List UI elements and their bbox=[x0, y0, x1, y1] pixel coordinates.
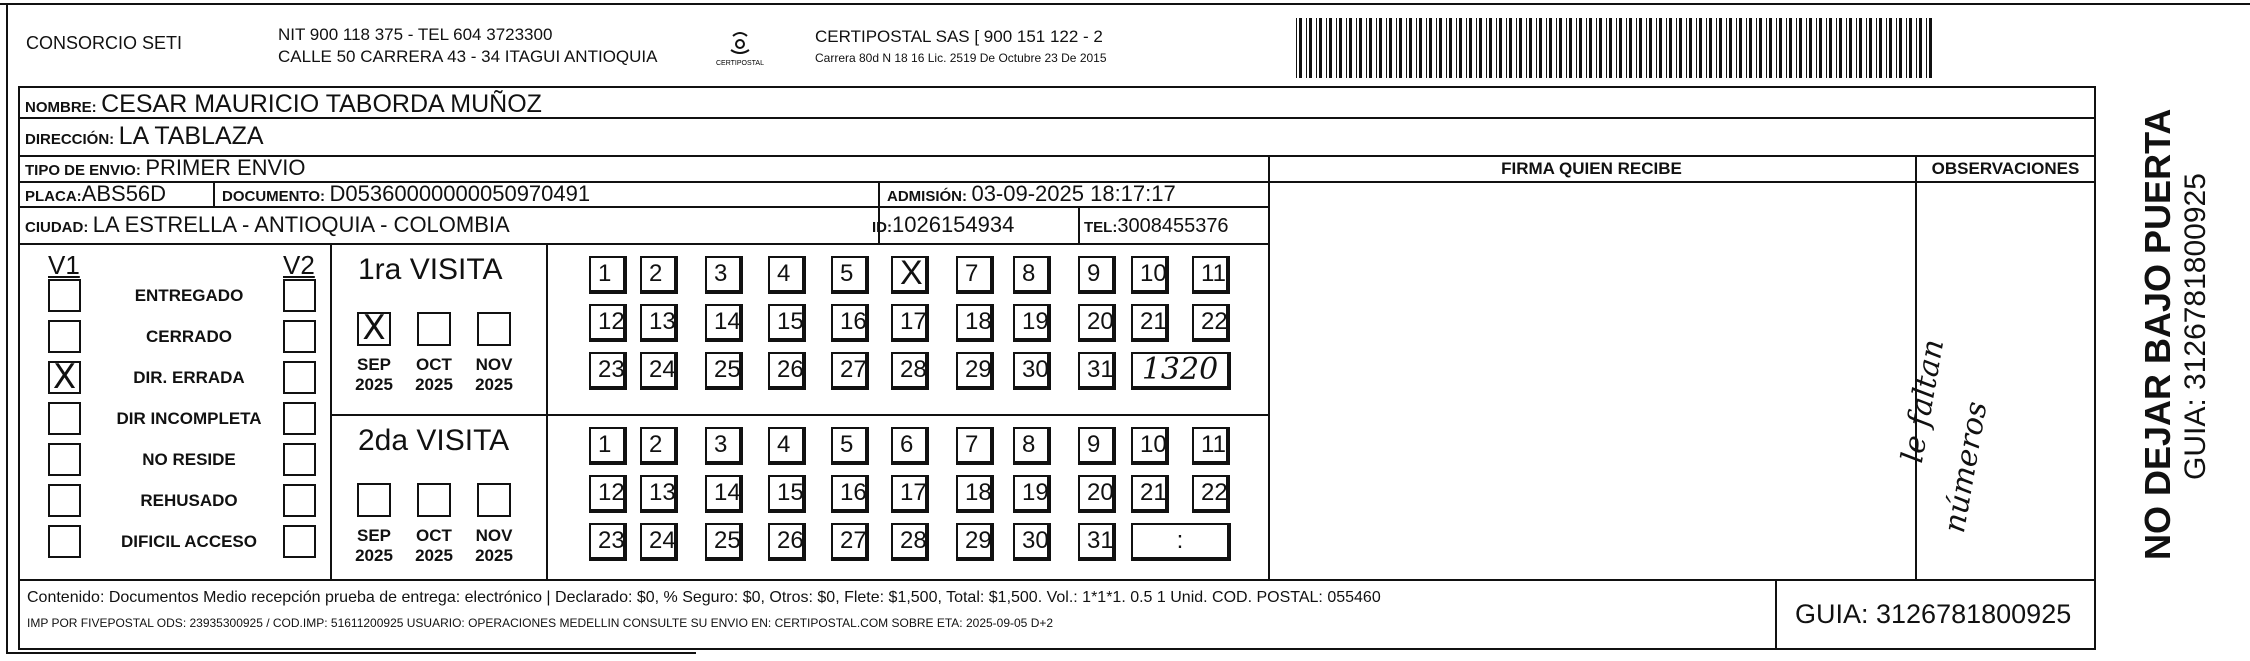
day-box[interactable]: 27 bbox=[831, 352, 869, 390]
day-box[interactable]: 2 bbox=[640, 256, 678, 294]
month-year: 2025 bbox=[415, 375, 453, 394]
month-checkbox[interactable] bbox=[417, 312, 451, 346]
barcode-bar bbox=[1809, 18, 1812, 78]
day-box[interactable]: 5 bbox=[831, 427, 869, 465]
tel-label: TEL: bbox=[1084, 219, 1118, 236]
day-box[interactable]: 17 bbox=[891, 475, 929, 513]
barcode-bar bbox=[1386, 18, 1387, 78]
barcode-bar bbox=[1786, 18, 1787, 78]
barcode-bar bbox=[1429, 18, 1432, 78]
visit-title: 2da VISITA bbox=[358, 424, 510, 457]
id-row bbox=[872, 214, 1014, 236]
side-warning: NO DEJAR BAJO PUERTA bbox=[2137, 108, 2178, 560]
month-label: OCT bbox=[416, 526, 452, 545]
row-line-2 bbox=[18, 155, 2096, 157]
v2-checkbox[interactable] bbox=[283, 484, 316, 517]
day-box[interactable]: 6 bbox=[891, 427, 929, 465]
barcode-bar bbox=[1296, 18, 1297, 78]
day-box[interactable]: 13 bbox=[640, 475, 678, 513]
direccion-row bbox=[25, 124, 264, 149]
v1-checkbox[interactable] bbox=[48, 525, 81, 558]
barcode-bar bbox=[1709, 18, 1712, 78]
placa-value: ABS56D bbox=[81, 181, 167, 206]
status-option: ENTREGADO bbox=[134, 286, 244, 305]
months-divider bbox=[546, 243, 548, 579]
barcode-bar bbox=[1889, 18, 1892, 78]
barcode-bar bbox=[1556, 18, 1557, 78]
day-box[interactable]: 24 bbox=[640, 352, 678, 390]
barcode-bar bbox=[1659, 18, 1662, 78]
barcode-bar bbox=[1876, 18, 1877, 78]
day-box[interactable]: 29 bbox=[956, 523, 994, 561]
barcode-bar bbox=[1929, 18, 1932, 78]
day-box[interactable]: 22 bbox=[1192, 475, 1230, 513]
barcode-bar bbox=[1549, 18, 1552, 78]
barcode-bar bbox=[1606, 18, 1607, 78]
footer-guia: GUIA: 3126781800925 bbox=[1795, 599, 2072, 629]
day-box[interactable]: 19 bbox=[1013, 475, 1051, 513]
observaciones-handwriting bbox=[1895, 330, 2088, 570]
barcode-bar bbox=[1716, 18, 1717, 78]
sender-name: CONSORCIO SETI bbox=[26, 33, 183, 53]
barcode-bar bbox=[1459, 18, 1462, 78]
barcode-bar bbox=[1636, 18, 1637, 78]
day-box[interactable]: X bbox=[891, 256, 929, 294]
barcode-bar bbox=[1629, 18, 1632, 78]
placa-label: PLACA: bbox=[25, 188, 82, 205]
barcode-bar bbox=[1436, 18, 1437, 78]
footer-line bbox=[18, 579, 2096, 581]
month-year: 2025 bbox=[475, 375, 513, 394]
documento-label: DOCUMENTO: bbox=[222, 188, 326, 205]
barcode-bar bbox=[1626, 18, 1627, 78]
barcode-bar bbox=[1696, 18, 1697, 78]
day-box[interactable]: 31 bbox=[1078, 352, 1116, 390]
left-edge-line bbox=[6, 3, 8, 653]
barcode-bar bbox=[1299, 18, 1302, 78]
barcode-bar bbox=[1479, 18, 1482, 78]
barcode-bar bbox=[1486, 18, 1487, 78]
barcode-bar bbox=[1719, 18, 1722, 78]
barcode-bar bbox=[1799, 18, 1802, 78]
day-box[interactable]: 15 bbox=[768, 475, 806, 513]
day-box[interactable]: 9 bbox=[1078, 427, 1116, 465]
status-option: DIR INCOMPLETA bbox=[116, 409, 262, 428]
day-box[interactable]: 11 bbox=[1192, 256, 1230, 294]
barcode-bar bbox=[1616, 18, 1617, 78]
day-box[interactable]: 26 bbox=[768, 523, 806, 561]
barcode-bar bbox=[1859, 18, 1862, 78]
tel-divider bbox=[1078, 206, 1080, 243]
barcode-bar bbox=[1329, 18, 1332, 78]
day-box[interactable]: 10 bbox=[1131, 256, 1169, 294]
barcode-bar bbox=[1749, 18, 1752, 78]
v2-checkbox[interactable] bbox=[283, 443, 316, 476]
barcode-bar bbox=[1306, 18, 1307, 78]
day-box[interactable]: 17 bbox=[891, 304, 929, 342]
barcode-bar bbox=[1649, 18, 1652, 78]
time-box[interactable]: : bbox=[1131, 523, 1231, 561]
month-label: NOV bbox=[475, 526, 513, 545]
status-option: DIFICIL ACCESO bbox=[120, 532, 257, 551]
barcode-bar bbox=[1419, 18, 1422, 78]
barcode-bar bbox=[1506, 18, 1507, 78]
status-option: DIR. ERRADA bbox=[133, 368, 245, 387]
barcode-bar bbox=[1666, 18, 1667, 78]
barcode-bar bbox=[1319, 18, 1322, 78]
day-box[interactable]: 25 bbox=[705, 352, 743, 390]
barcode-bar bbox=[1676, 18, 1677, 78]
sender-address: CALLE 50 CARRERA 43 - 34 ITAGUI ANTIOQUIA bbox=[278, 47, 658, 66]
barcode-bar bbox=[1466, 18, 1467, 78]
day-box[interactable]: 26 bbox=[768, 352, 806, 390]
day-box[interactable]: 8 bbox=[1013, 256, 1051, 294]
barcode-bar bbox=[1379, 18, 1382, 78]
barcode-bar bbox=[1729, 18, 1732, 78]
barcode-bar bbox=[1566, 18, 1567, 78]
row-line-4 bbox=[18, 206, 1268, 208]
v2-checkbox[interactable] bbox=[283, 402, 316, 435]
day-box[interactable]: 30 bbox=[1013, 523, 1051, 561]
day-box[interactable]: 4 bbox=[768, 256, 806, 294]
day-box[interactable]: 12 bbox=[589, 304, 627, 342]
barcode-bar bbox=[1706, 18, 1707, 78]
admision-value: 03-09-2025 18:17:17 bbox=[971, 181, 1176, 206]
day-box[interactable]: 30 bbox=[1013, 352, 1051, 390]
month-year: 2025 bbox=[355, 375, 393, 394]
barcode-bar bbox=[1756, 18, 1757, 78]
month-checkbox[interactable] bbox=[357, 483, 391, 517]
nombre-row bbox=[25, 92, 542, 117]
barcode-bar bbox=[1739, 18, 1742, 78]
barcode-bar bbox=[1639, 18, 1642, 78]
barcode-bar bbox=[1789, 18, 1792, 78]
barcode-bar bbox=[1759, 18, 1762, 78]
barcode-bar bbox=[1866, 18, 1867, 78]
day-box[interactable]: 3 bbox=[705, 427, 743, 465]
barcode-bar bbox=[1446, 18, 1447, 78]
barcode-bar bbox=[1609, 18, 1612, 78]
status-option: REHUSADO bbox=[140, 491, 238, 510]
barcode-bar bbox=[1899, 18, 1902, 78]
barcode-bar bbox=[1519, 18, 1522, 78]
day-box[interactable]: 13 bbox=[640, 304, 678, 342]
barcode-bar bbox=[1456, 18, 1457, 78]
day-box[interactable]: 28 bbox=[891, 352, 929, 390]
obs-line-2: números bbox=[1937, 398, 1995, 536]
barcode-bar bbox=[1836, 18, 1837, 78]
admision-row bbox=[887, 183, 1176, 205]
month-checkbox[interactable] bbox=[477, 312, 511, 346]
barcode-bar bbox=[1646, 18, 1647, 78]
barcode-bar bbox=[1516, 18, 1517, 78]
barcode-bar bbox=[1416, 18, 1417, 78]
direccion-label: DIRECCIÓN: bbox=[25, 131, 115, 148]
day-box[interactable]: 14 bbox=[705, 304, 743, 342]
barcode-bar bbox=[1546, 18, 1547, 78]
barcode-bar bbox=[1849, 18, 1852, 78]
barcode-bar bbox=[1586, 18, 1587, 78]
firma-left-line bbox=[1268, 155, 1270, 579]
barcode-bar bbox=[1839, 18, 1842, 78]
barcode-bar bbox=[1906, 18, 1907, 78]
side-guia: GUIA: 3126781800925 bbox=[2179, 173, 2212, 480]
barcode-bar bbox=[1409, 18, 1412, 78]
day-box[interactable]: 7 bbox=[956, 427, 994, 465]
day-box[interactable]: 14 bbox=[705, 475, 743, 513]
barcode-bar bbox=[1726, 18, 1727, 78]
barcode-bar bbox=[1779, 18, 1782, 78]
day-box[interactable]: 8 bbox=[1013, 427, 1051, 465]
barcode-bar bbox=[1736, 18, 1737, 78]
barcode-bar bbox=[1796, 18, 1797, 78]
certipostal-logo bbox=[705, 30, 775, 70]
obs-line-1: le faltan bbox=[1895, 336, 1952, 466]
day-box[interactable]: 12 bbox=[589, 475, 627, 513]
day-box[interactable]: 3 bbox=[705, 256, 743, 294]
barcode-bar bbox=[1316, 18, 1317, 78]
ciudad-value: LA ESTRELLA - ANTIOQUIA - COLOMBIA bbox=[92, 212, 510, 237]
barcode-bar bbox=[1349, 18, 1352, 78]
month-label: OCT bbox=[416, 355, 452, 374]
status-option: CERRADO bbox=[146, 327, 232, 346]
month-year: 2025 bbox=[415, 546, 453, 565]
bottom-edge-line bbox=[6, 652, 696, 654]
day-box[interactable]: 19 bbox=[1013, 304, 1051, 342]
carrier-sub: Carrera 80d N 18 16 Lic. 2519 De Octubre 23 De 2015 bbox=[815, 51, 1107, 65]
logo-text: CERTIPOSTAL bbox=[716, 60, 764, 67]
footer-divider bbox=[1775, 579, 1777, 650]
day-box[interactable]: 29 bbox=[956, 352, 994, 390]
barcode bbox=[1296, 18, 1936, 78]
barcode-bar bbox=[1496, 18, 1497, 78]
observaciones-header: OBSERVACIONES bbox=[1931, 159, 2080, 178]
row-line-5 bbox=[18, 243, 1268, 245]
day-box[interactable]: 1 bbox=[589, 427, 627, 465]
documento-value: D05360000000050970491 bbox=[329, 181, 591, 206]
day-box[interactable]: 28 bbox=[891, 523, 929, 561]
barcode-bar bbox=[1856, 18, 1857, 78]
barcode-bar bbox=[1669, 18, 1672, 78]
day-box[interactable]: 20 bbox=[1078, 475, 1116, 513]
admision-label: ADMISIÓN: bbox=[887, 188, 967, 205]
placa-row bbox=[25, 183, 166, 205]
barcode-bar bbox=[1376, 18, 1377, 78]
v1-label: V1 bbox=[48, 250, 80, 280]
day-box[interactable]: 5 bbox=[831, 256, 869, 294]
barcode-bar bbox=[1699, 18, 1702, 78]
direccion-value: LA TABLAZA bbox=[118, 122, 264, 150]
documento-row bbox=[222, 183, 590, 205]
barcode-bar bbox=[1869, 18, 1872, 78]
id-value: 1026154934 bbox=[892, 212, 1015, 237]
barcode-bar bbox=[1919, 18, 1922, 78]
top-edge-line bbox=[0, 3, 2250, 5]
carrier-line: CERTIPOSTAL SAS [ 900 151 122 - 2 bbox=[815, 27, 1103, 46]
tel-row bbox=[1084, 216, 1229, 236]
visit-divider bbox=[330, 414, 1268, 416]
day-box[interactable]: 16 bbox=[831, 304, 869, 342]
day-box[interactable]: 18 bbox=[956, 475, 994, 513]
day-box[interactable]: 7 bbox=[956, 256, 994, 294]
barcode-bar bbox=[1686, 18, 1687, 78]
barcode-bar bbox=[1689, 18, 1692, 78]
barcode-bar bbox=[1426, 18, 1427, 78]
day-box[interactable]: 9 bbox=[1078, 256, 1116, 294]
day-box[interactable]: 16 bbox=[831, 475, 869, 513]
barcode-bar bbox=[1499, 18, 1502, 78]
time-box[interactable]: 1320 bbox=[1131, 352, 1231, 390]
tipo-row bbox=[25, 157, 305, 179]
barcode-bar bbox=[1389, 18, 1392, 78]
barcode-bar bbox=[1449, 18, 1452, 78]
barcode-bar bbox=[1599, 18, 1602, 78]
month-checkbox[interactable] bbox=[477, 483, 511, 517]
placa-divider bbox=[213, 181, 215, 206]
day-box[interactable]: 2 bbox=[640, 427, 678, 465]
barcode-bar bbox=[1399, 18, 1402, 78]
barcode-bar bbox=[1396, 18, 1397, 78]
barcode-bar bbox=[1909, 18, 1912, 78]
barcode-bar bbox=[1766, 18, 1767, 78]
day-box[interactable]: 21 bbox=[1131, 475, 1169, 513]
v1-checkbox[interactable] bbox=[48, 443, 81, 476]
day-box[interactable]: 11 bbox=[1192, 427, 1230, 465]
day-box[interactable]: 20 bbox=[1078, 304, 1116, 342]
barcode-bar bbox=[1439, 18, 1442, 78]
day-box[interactable]: 4 bbox=[768, 427, 806, 465]
sender-nit: NIT 900 118 375 - TEL 604 3723300 bbox=[278, 25, 553, 44]
barcode-bar bbox=[1916, 18, 1917, 78]
barcode-bar bbox=[1579, 18, 1582, 78]
barcode-bar bbox=[1529, 18, 1532, 78]
barcode-bar bbox=[1539, 18, 1542, 78]
barcode-bar bbox=[1829, 18, 1832, 78]
barcode-bar bbox=[1336, 18, 1337, 78]
day-box[interactable]: 22 bbox=[1192, 304, 1230, 342]
day-box[interactable]: 18 bbox=[956, 304, 994, 342]
barcode-bar bbox=[1679, 18, 1682, 78]
day-box[interactable]: 27 bbox=[831, 523, 869, 561]
ciudad-row bbox=[25, 214, 510, 236]
firma-header: FIRMA QUIEN RECIBE bbox=[1501, 159, 1682, 178]
tipo-value: PRIMER ENVIO bbox=[145, 155, 306, 180]
nombre-label: NOMBRE: bbox=[25, 99, 97, 116]
barcode-bar bbox=[1476, 18, 1477, 78]
tipo-label: TIPO DE ENVIO: bbox=[25, 162, 141, 179]
barcode-bar bbox=[1896, 18, 1897, 78]
barcode-bar bbox=[1826, 18, 1827, 78]
barcode-bar bbox=[1339, 18, 1342, 78]
barcode-bar bbox=[1589, 18, 1592, 78]
day-box[interactable]: 21 bbox=[1131, 304, 1169, 342]
barcode-bar bbox=[1926, 18, 1927, 78]
barcode-bar bbox=[1656, 18, 1657, 78]
barcode-bar bbox=[1576, 18, 1577, 78]
day-box[interactable]: 23 bbox=[589, 523, 627, 561]
barcode-bar bbox=[1326, 18, 1327, 78]
day-box[interactable]: 23 bbox=[589, 352, 627, 390]
day-box[interactable]: 25 bbox=[705, 523, 743, 561]
day-box[interactable]: 24 bbox=[640, 523, 678, 561]
barcode-bar bbox=[1776, 18, 1777, 78]
v1-checkbox[interactable] bbox=[48, 402, 81, 435]
barcode-bar bbox=[1769, 18, 1772, 78]
barcode-bar bbox=[1469, 18, 1472, 78]
v2-label: V2 bbox=[283, 250, 315, 280]
v2-checkbox[interactable] bbox=[283, 279, 316, 312]
barcode-bar bbox=[1806, 18, 1807, 78]
day-box[interactable]: 31 bbox=[1078, 523, 1116, 561]
day-box[interactable]: 10 bbox=[1131, 427, 1169, 465]
barcode-bar bbox=[1526, 18, 1527, 78]
barcode-bar bbox=[1356, 18, 1357, 78]
barcode-bar bbox=[1559, 18, 1562, 78]
barcode-bar bbox=[1569, 18, 1572, 78]
barcode-bar bbox=[1406, 18, 1407, 78]
v2-checkbox[interactable] bbox=[283, 320, 316, 353]
barcode-bar bbox=[1816, 18, 1817, 78]
barcode-bar bbox=[1346, 18, 1347, 78]
v1-checkbox[interactable] bbox=[48, 279, 81, 312]
visit-title: 1ra VISITA bbox=[358, 253, 503, 286]
v1-checkbox[interactable] bbox=[48, 320, 81, 353]
day-box[interactable]: 1 bbox=[589, 256, 627, 294]
id-label: ID: bbox=[872, 219, 892, 236]
barcode-bar bbox=[1819, 18, 1822, 78]
barcode-bar bbox=[1359, 18, 1362, 78]
status-option: NO RESIDE bbox=[142, 450, 236, 469]
ciudad-label: CIUDAD: bbox=[25, 219, 89, 236]
month-label: NOV bbox=[475, 355, 513, 374]
barcode-bar bbox=[1489, 18, 1492, 78]
tel-value: 3008455376 bbox=[1117, 215, 1229, 237]
barcode-bar bbox=[1619, 18, 1622, 78]
v1-checkbox[interactable]: X bbox=[48, 361, 81, 394]
v2-checkbox[interactable] bbox=[283, 361, 316, 394]
month-label: SEP bbox=[356, 355, 392, 374]
barcode-bar bbox=[1846, 18, 1847, 78]
month-year: 2025 bbox=[475, 546, 513, 565]
barcode-bar bbox=[1879, 18, 1882, 78]
month-checkbox[interactable]: X bbox=[357, 312, 391, 346]
barcode-bar bbox=[1596, 18, 1597, 78]
month-year: 2025 bbox=[355, 546, 393, 565]
barcode-bar bbox=[1536, 18, 1537, 78]
barcode-bar bbox=[1509, 18, 1512, 78]
footer-imp: IMP POR FIVEPOSTAL ODS: 23935300925 / COD.IMP: 51611200925 USUARIO: OPERACIONES MEDELLIN CONSULTE SU ENVIO EN: CERTIPOSTAL.COM SOBRE ETA: 2025-09-05 D+2 bbox=[27, 616, 1054, 630]
month-label: SEP bbox=[356, 526, 392, 545]
barcode-bar bbox=[1746, 18, 1747, 78]
status-divider bbox=[330, 243, 332, 579]
barcode-bar bbox=[1369, 18, 1372, 78]
v1-checkbox[interactable] bbox=[48, 484, 81, 517]
barcode-bar bbox=[1886, 18, 1887, 78]
barcode-bar bbox=[1366, 18, 1367, 78]
barcode-bar bbox=[1309, 18, 1312, 78]
footer-contenido: Contenido: Documentos Medio recepción prueba de entrega: electrónico | Declarado: $0, % Seguro: $0, Otros: $0, Flete: $1,500, Total: $1,500. Vol.: 1*1*1. 0.5 1 Unid. COD. POSTAL: 055460 bbox=[27, 589, 1381, 606]
v2-checkbox[interactable] bbox=[283, 525, 316, 558]
month-checkbox[interactable] bbox=[417, 483, 451, 517]
nombre-value: CESAR MAURICIO TABORDA MUÑOZ bbox=[101, 90, 542, 118]
day-box[interactable]: 15 bbox=[768, 304, 806, 342]
